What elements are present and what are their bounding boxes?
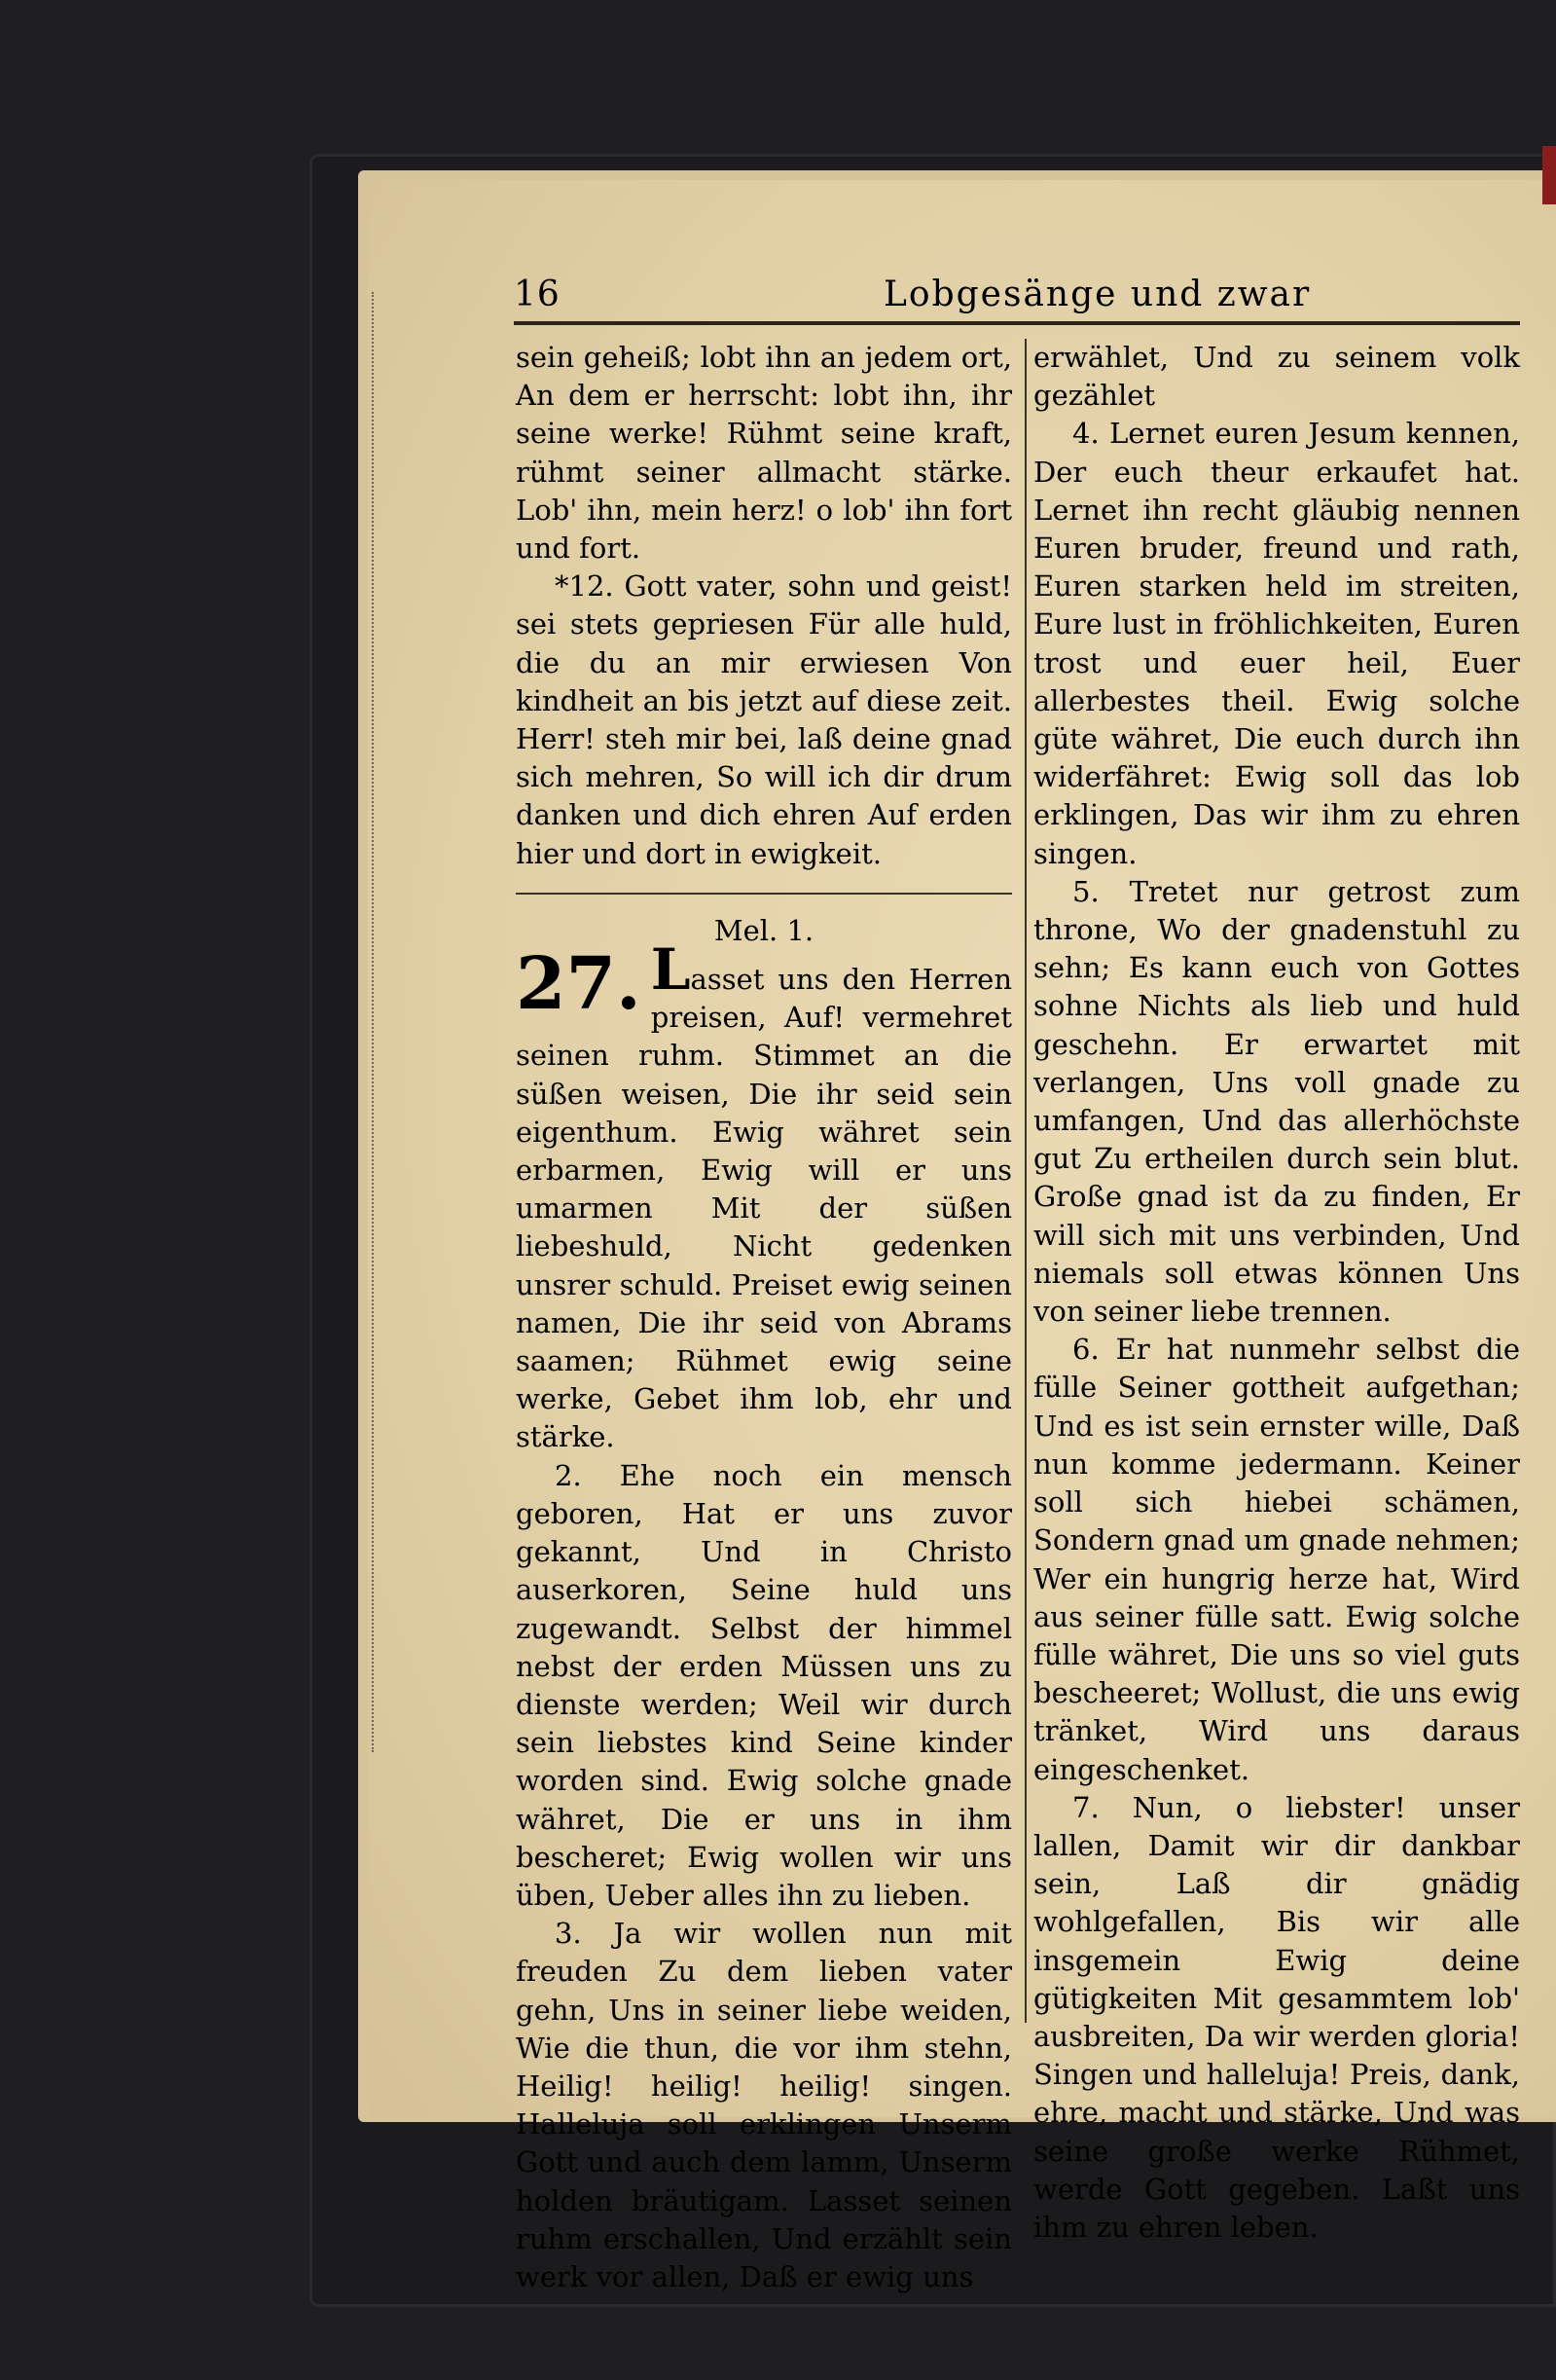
verse-7: 7. Nun, o liebster! unser lallen, Damit wir dir dankbar sein, Laß dir gnädig wohlgefallen, Bis wir alle insgemein Ewig deine gütigkeiten Mit gesammtem lob' ausbreiten, Da wir werden gloria! Singen und halleluja! Preis, dank, ehre, macht und stärke, Und was seine große werke Rühmet, werde Gott gegeben. Laßt uns ihm zu ehren leben. (1033, 1790, 1520, 2244)
right-column (1033, 339, 1520, 2247)
verse-2: 2. Ehe noch ein mensch geboren, Hat er uns zuvor gekannt, Und in Christo auserkoren, Seine huld uns zugewandt. Selbst der himmel nebst der erden Müssen uns zu dienste werden; Weil wir durch sein liebstes kind Seine kinder worden sind. Ewig solche gnade währet, Die er uns in ihm bescheret; Ewig wollen wir uns üben, Ueber alles ihn zu lieben. (516, 1458, 1012, 1912)
verse-1-text: asset uns den Herren preisen, Auf! vermehret seinen ruhm. Stimmet an die süßen weisen, Die ihr seid sein eigenthum. Ewig währet sein erbarmen, Ewig will er uns umarmen Mit der süßen liebeshuld, Nicht gedenken unsrer schuld. Preiset ewig seinen namen, Die ihr seid von Abrams saamen; Rühmet ewig seine werke, Gebet ihm lob, ehr und stärke. (516, 963, 1012, 1454)
column-divider (1025, 339, 1027, 2023)
hymn-27-verse-1 (516, 936, 1012, 1457)
hymn-divider (516, 893, 1012, 895)
verse-5: 5. Tretet nur getrost zum throne, Wo der gnadenstuhl zu sehn; Es kann euch von Gottes sohne Nichts als lieb und huld geschehn. Er erwartet mit verlangen, Uns voll gnade zu umfangen, Und das allerhöchste gut Zu ertheilen durch sein blut. Große gnad ist da zu finden, Er will sich mit uns verbinden, Und niemals soll etwas können Uns von seiner liebe trennen. (1033, 874, 1520, 1329)
verse-3-continuation: erwählet, Und zu seinem volk gezählet (1033, 341, 1520, 413)
page-header (514, 275, 1526, 319)
verse-3: 3. Ja wir wollen nun mit freuden Zu dem lieben vater gehn, Uns in seiner liebe weiden, Wie die thun, die vor ihm stehn, Heilig! heilig! heilig! singen. Halleluja soll erklingen Unserm Gott und auch dem lamm, Unserm holden bräutigam. Lasset seinen ruhm erschallen, Und erzählt sein werk vor allen, Daß er ewig uns (516, 1917, 1012, 2293)
verse-4: 4. Lernet euren Jesum kennen, Der euch theur erkaufet hat. Lernet ihn recht gläubig nennen Euren bruder, freund und rath, Euren starken held im streiten, Eure lust in fröhlichkeiten, Euren trost und euer heil, Euer allerbestes theil. Ewig solche güte währet, Die euch durch ihn widerfähret: Ewig soll das lob erklingen, Das wir ihm zu ehren singen. (1033, 417, 1520, 870)
binding-edge (372, 292, 380, 1752)
verse-6: 6. Er hat nunmehr selbst die fülle Seiner gottheit aufgethan; Und es ist sein ernster wille, Daß nun komme jedermann. Keiner soll sich hiebei schämen, Sondern gnad um gnade nehmen; Wer ein hungrig herze hat, Wird aus seiner fülle satt. Ewig solche fülle währet, Die uns so viel guts bescheeret; Wollust, die uns ewig tränket, Wird uns daraus eingeschenket. (1033, 1333, 1520, 1786)
verse-12: *12. Gott vater, sohn und geist! sei stets gepriesen Für alle huld, die du an mir erwiesen Von kindheit an bis jetzt auf diese zeit. Herr! steh mir bei, laß deine gnad sich mehren, So will ich dir drum danken und dich ehren Auf erden hier und dort in ewigkeit. (516, 569, 1012, 870)
melody-reference: Mel. 1. (713, 913, 814, 947)
verse-continuation: sein geheiß; lobt ihn an jedem ort, An dem er herrscht: lobt ihn, ihr seine werke! Rühmt seine kraft, rühmt seiner allmacht stärke. Lob' ihn, mein herz! o lob' ihn fort und fort. (516, 341, 1012, 566)
hymn-number: 27. (516, 942, 641, 1027)
left-column (516, 339, 1012, 2296)
bookmark-ribbon (1542, 146, 1556, 204)
header-rule (514, 321, 1520, 325)
page-number: 16 (514, 275, 561, 314)
running-title: Lobgesänge und zwar (884, 275, 1312, 314)
drop-initial: L (650, 936, 691, 1004)
